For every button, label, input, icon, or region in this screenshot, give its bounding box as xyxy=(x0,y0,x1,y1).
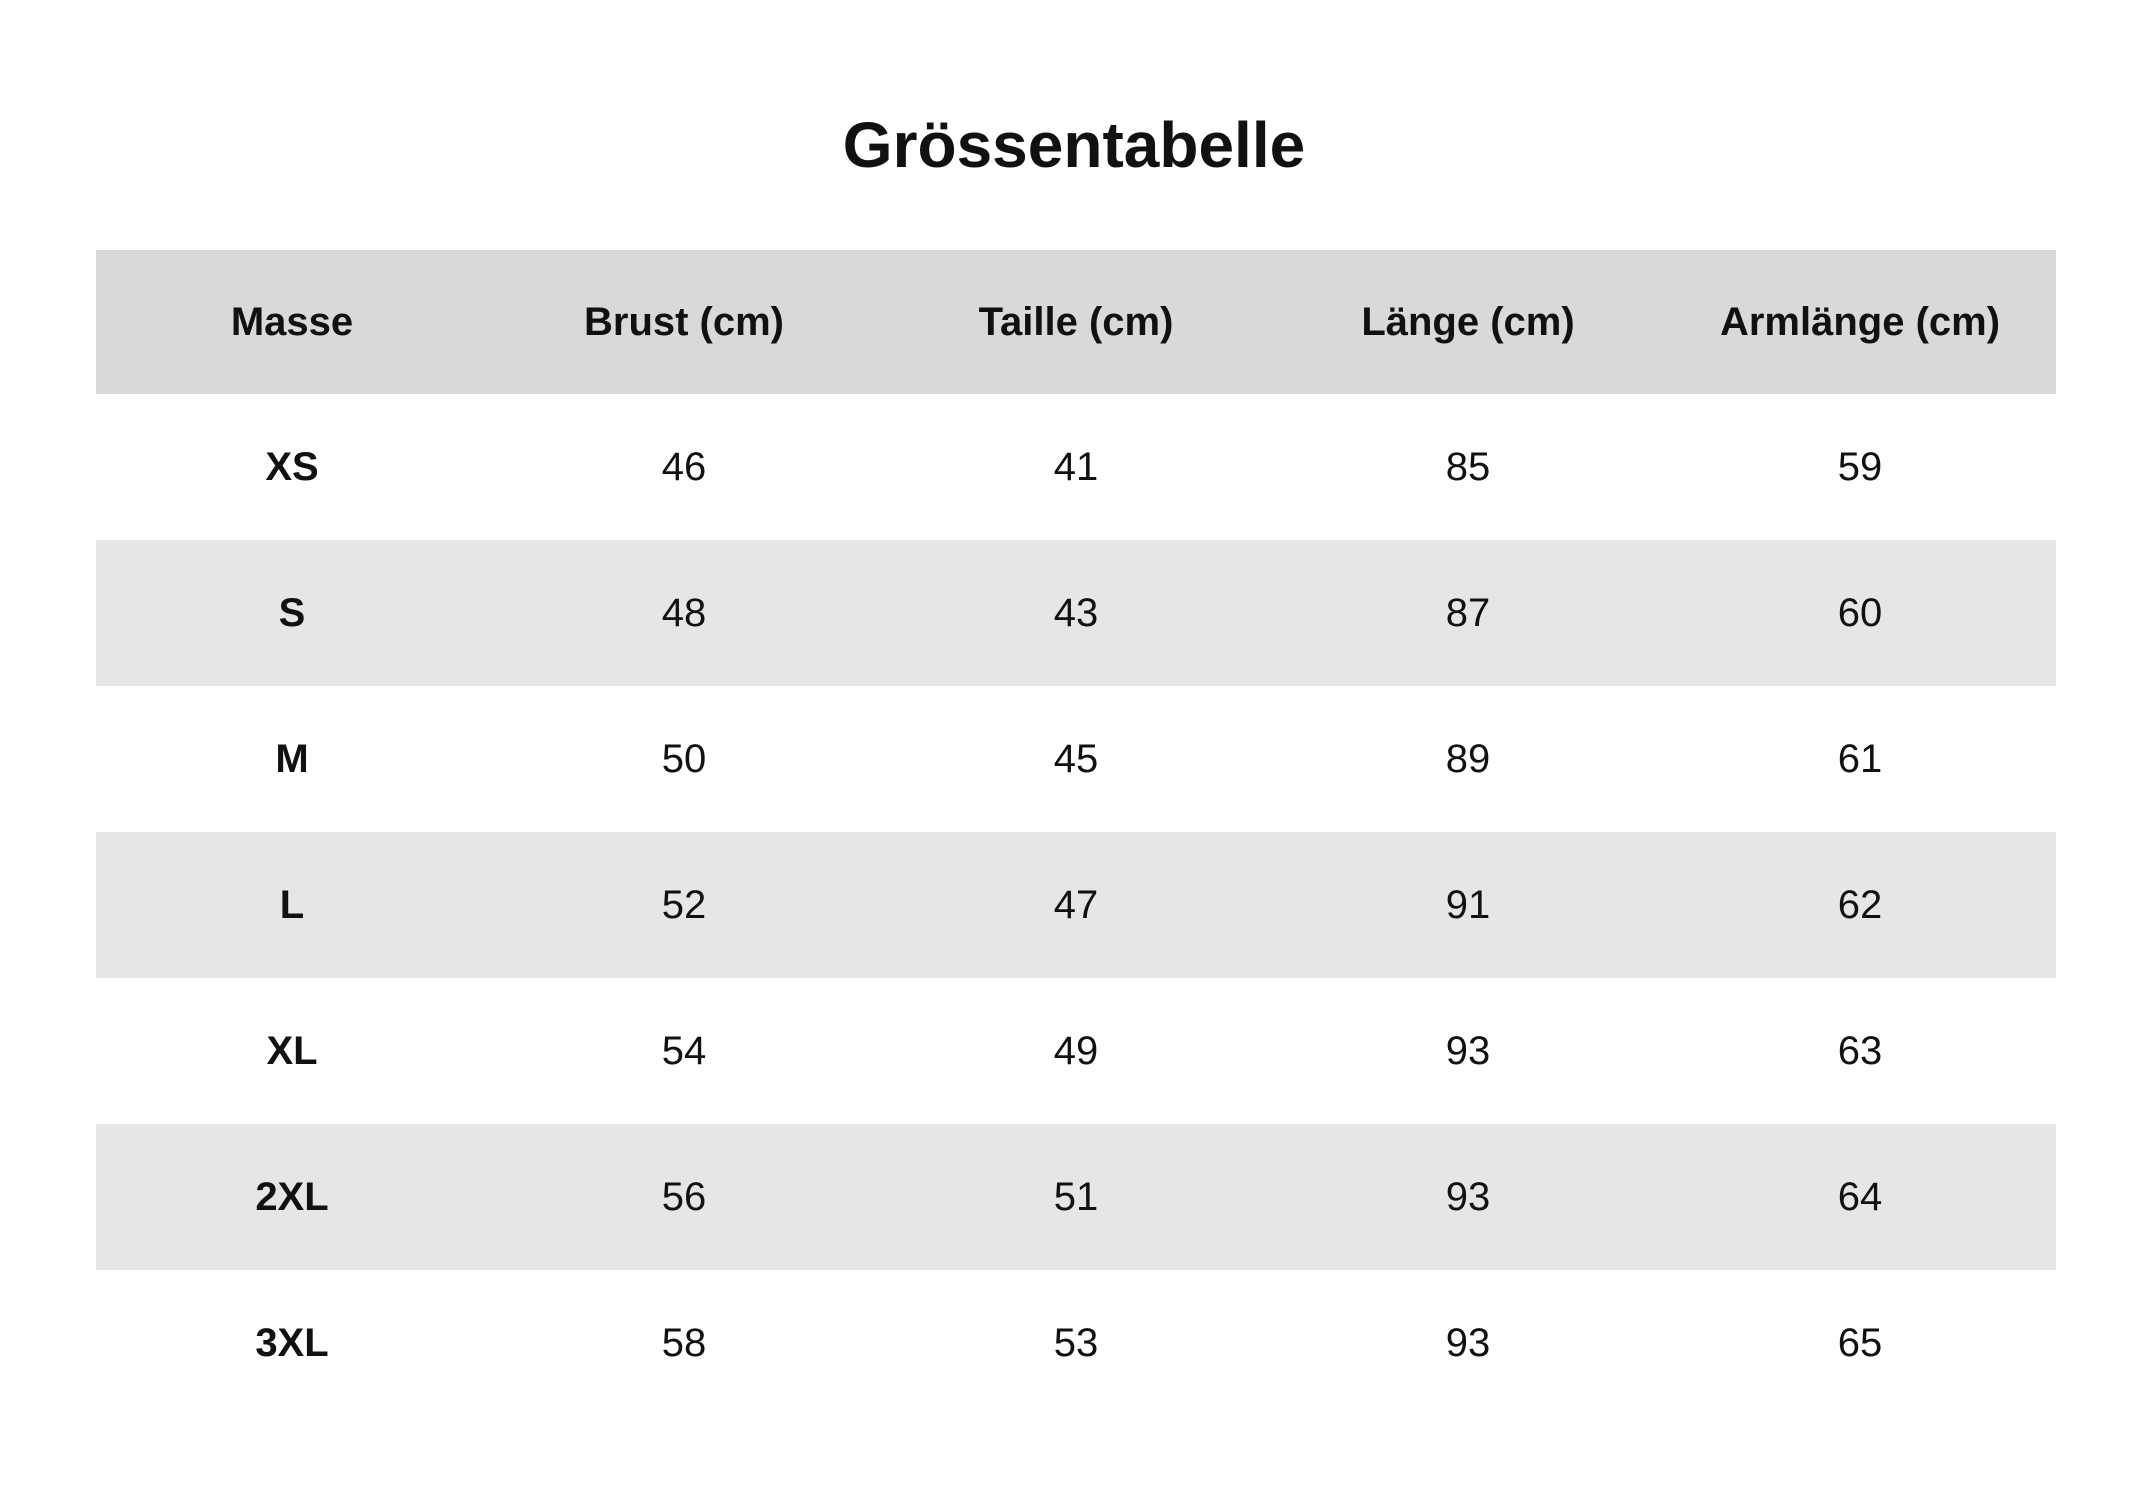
column-header-chest: Brust (cm) xyxy=(583,299,785,344)
sleeve-length-value: 63 xyxy=(1837,1028,1883,1073)
length-value: 85 xyxy=(1445,444,1491,489)
column-header-length: Länge (cm) xyxy=(1361,299,1575,344)
size-label: 3XL xyxy=(255,1320,329,1365)
sleeve-length-value: 62 xyxy=(1837,882,1883,927)
length-value: 91 xyxy=(1445,882,1491,927)
length-value: 93 xyxy=(1445,1174,1491,1219)
sleeve-length-value: 64 xyxy=(1837,1174,1883,1219)
sleeve-length-value: 65 xyxy=(1837,1320,1883,1365)
length-value: 93 xyxy=(1445,1320,1491,1365)
page-title: Grössentabelle xyxy=(842,109,1306,181)
size-label: XS xyxy=(265,444,319,489)
waist-value: 45 xyxy=(1053,736,1099,781)
length-value: 93 xyxy=(1445,1028,1491,1073)
waist-value: 53 xyxy=(1053,1320,1099,1365)
chest-value: 56 xyxy=(661,1174,707,1219)
chest-value: 46 xyxy=(661,444,707,489)
waist-value: 51 xyxy=(1053,1174,1099,1219)
table-row xyxy=(96,832,2056,978)
table-row xyxy=(96,1270,2056,1416)
table-row xyxy=(96,1124,2056,1270)
chest-value: 48 xyxy=(661,590,707,635)
size-label: M xyxy=(275,736,309,781)
waist-value: 41 xyxy=(1053,444,1099,489)
length-value: 87 xyxy=(1445,590,1491,635)
table-row xyxy=(96,978,2056,1124)
length-value: 89 xyxy=(1445,736,1491,781)
chest-value: 58 xyxy=(661,1320,707,1365)
header-row xyxy=(96,250,2056,394)
size-table xyxy=(96,250,2056,1416)
sleeve-length-value: 60 xyxy=(1837,590,1883,635)
table-row xyxy=(96,686,2056,832)
waist-value: 47 xyxy=(1053,882,1099,927)
size-label: 2XL xyxy=(255,1174,329,1219)
column-header-sleeve-length: Armlänge (cm) xyxy=(1719,299,2001,344)
sleeve-length-value: 59 xyxy=(1837,444,1883,489)
table-row xyxy=(96,394,2056,540)
table-header xyxy=(96,250,2056,394)
waist-value: 49 xyxy=(1053,1028,1099,1073)
sleeve-length-value: 61 xyxy=(1837,736,1883,781)
chest-value: 54 xyxy=(661,1028,707,1073)
chest-value: 52 xyxy=(661,882,707,927)
size-label: L xyxy=(279,882,305,927)
size-label: XL xyxy=(266,1028,318,1073)
chest-value: 50 xyxy=(661,736,707,781)
column-header-waist: Taille (cm) xyxy=(978,299,1174,344)
waist-value: 43 xyxy=(1053,590,1099,635)
column-header-size: Masse xyxy=(230,299,354,344)
table-body xyxy=(96,394,2056,1416)
table-row xyxy=(96,540,2056,686)
size-label: S xyxy=(278,590,306,635)
